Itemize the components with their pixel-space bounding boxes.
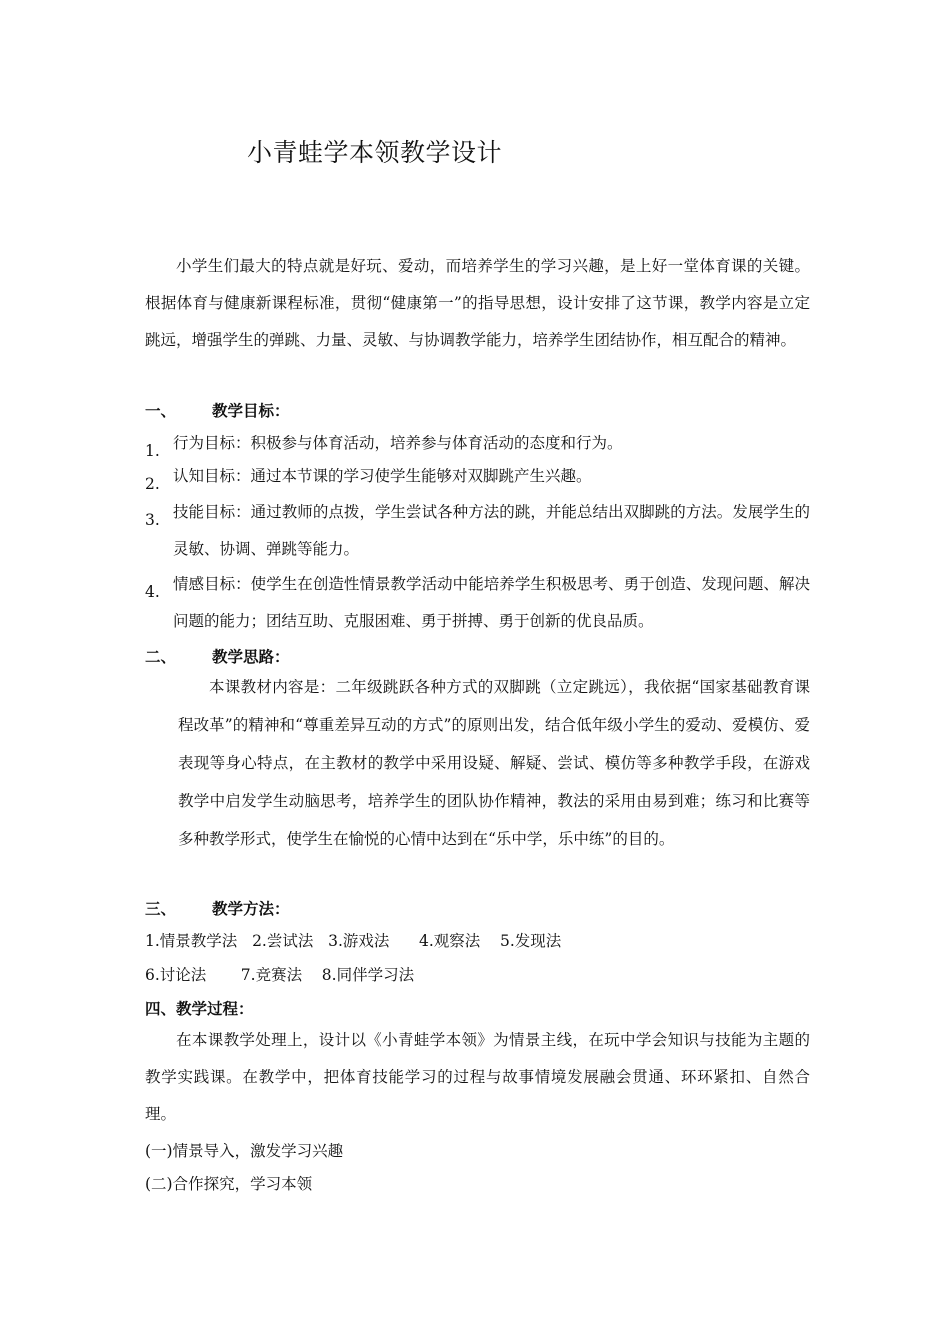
process-step-2: (二)合作探究，学习本领 bbox=[145, 1175, 313, 1193]
intro-paragraph: 小学生们最大的特点就是好玩、爱动，而培养学生的学习兴趣，是上好一堂体育课的关键。根据体育与健康新课程标准，贯彻“健康第一”的指导思想，设计安排了这节课，教学内容是立定跳远，增强学生的弹跳、力量、灵敏、与协调教学能力，培养学生团结协作，相互配合的精神。 bbox=[145, 257, 810, 349]
methods-line-1: 1.情景教学法 2.尝试法 3.游戏法 4.观察法 5.发现法 bbox=[145, 932, 562, 950]
section3-number: 三、 bbox=[145, 899, 177, 918]
section2-paragraph: 本课教材内容是：二年级跳跃各种方式的双脚跳（立定跳远），我依据“国家基础教育课程改革”的精神和“尊重差异互动的方式”的原则出发，结合低年级小学生的爱动、爱模仿、爱表现等身心特点，在主教材的教学中采用设疑、解疑、尝试、模仿等多种教学手段，在游戏教学中启发学生动脑思考，培养学生的团队协作精神，教法的采用由易到难；练习和比赛等多种教学形式，使学生在愉悦的心情中达到在“乐中学，乐中练”的目的。 bbox=[178, 678, 810, 848]
section1-number: 一、 bbox=[145, 401, 177, 420]
document-title: 小青蛙学本领教学设计 bbox=[247, 138, 503, 167]
goal-2-number: 2. bbox=[145, 475, 160, 493]
section2-heading: 教学思路： bbox=[212, 647, 290, 666]
section1-heading: 教学目标： bbox=[212, 401, 290, 420]
goal-4-text: 情感目标：使学生在创造性情景教学活动中能培养学生积极思考、勇于创造、发现问题、解决问题的能力；团结互助、克服困难、勇于拼搏、勇于创新的优良品质。 bbox=[173, 575, 810, 630]
goal-3-text: 技能目标：通过教师的点拨，学生尝试各种方法的跳，并能总结出双脚跳的方法。发展学生的灵敏、协调、弹跳等能力。 bbox=[173, 503, 810, 558]
goal-1-text: 行为目标：积极参与体育活动，培养参与体育活动的态度和行为。 bbox=[173, 434, 623, 452]
section3-heading: 教学方法： bbox=[212, 899, 290, 918]
section4-heading: 四、教学过程： bbox=[145, 999, 254, 1018]
section2-number: 二、 bbox=[145, 647, 177, 666]
methods-line-2: 6.讨论法 7.竞赛法 8.同伴学习法 bbox=[145, 966, 415, 984]
goal-1-number: 1. bbox=[145, 442, 160, 460]
section4-paragraph: 在本课教学处理上，设计以《小青蛙学本领》为情景主线，在玩中学会知识与技能为主题的教学实践课。在教学中，把体育技能学习的过程与故事情境发展融会贯通、环环紧扣、自然合理。 bbox=[145, 1031, 810, 1123]
goal-2-text: 认知目标：通过本节课的学习使学生能够对双脚跳产生兴趣。 bbox=[173, 467, 592, 485]
process-step-1: (一)情景导入，激发学习兴趣 bbox=[145, 1142, 344, 1160]
goal-3-number: 3. bbox=[145, 511, 160, 529]
goal-4-number: 4. bbox=[145, 583, 160, 601]
